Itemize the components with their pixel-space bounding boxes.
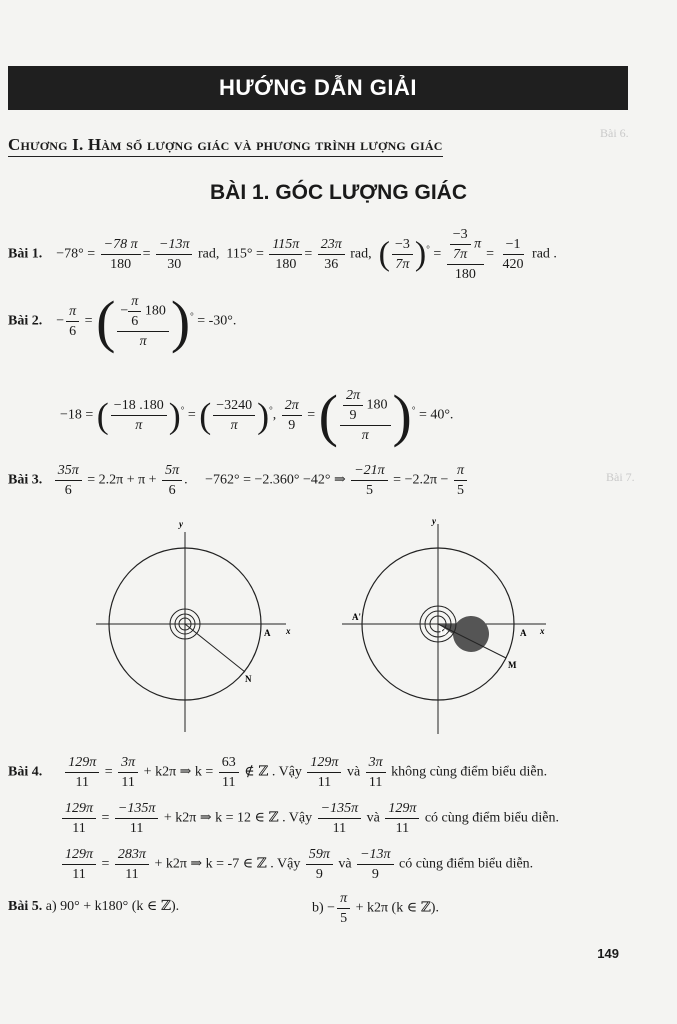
fraction: $\frac{-135\pi}{11}$ (115, 800, 158, 837)
lesson-title: BÀI 1. GÓC LƯỢNG GIÁC (209, 181, 467, 204)
fraction: $\frac{\pi}{6}$ (66, 303, 79, 340)
fraction: $\frac{115\pi}{180}$ (269, 236, 302, 273)
point-label-m: M (508, 660, 517, 670)
exercise-4-row-1: Bài 4. $\frac{129\pi}{11}$ = $\frac{3\pi}{11}$ + k2π ⇒ k = $\frac{63}{11}$ ∉ ℤ . Vậy $\frac{129\pi}{11}$ và $\frac{3\pi}{11}$ không cùng điểm biểu diễn. (8, 755, 548, 790)
fraction: $\frac{\pi}{5}$ (454, 462, 467, 499)
exercise-1: Bài 1. −78° = $\frac{-78 \pi}{180}$ = $\frac{-13\pi}{30}$ rad, 115° = $\frac{115\pi}{180}$ = $\frac{23\pi}{36}$ rad, ( $\frac{-3}{7\pi}$ )° = $\frac{-3}{7\pi}$ π 180 = $\frac{-1}{420}$ rad . (8, 227, 557, 282)
axis-label-x: x (540, 626, 545, 636)
exercise-3: Bài 3. $\frac{35\pi}{6}$ = 2.2π + π + $\frac{5\pi}{6}$ . −762° = −2.360° −42° ⇒ $\frac{-21\pi}{5}$ = −2.2π − $\frac{\pi}{5}$ (8, 462, 469, 499)
fraction: $\frac{129\pi}{11}$ (385, 800, 419, 837)
bleed-through-text: Bài 7. (606, 470, 635, 484)
axis-label-x: x (286, 626, 291, 636)
exercise-4-row-3: $\frac{129\pi}{11}$ = $\frac{283\pi}{11}$ + k2π ⇒ k = -7 ∈ ℤ . Vậy $\frac{59\pi}{9}$ và $\frac{-13\pi}{9}$ có cùng điểm biểu diễn. (60, 846, 533, 883)
fraction: $\frac{-3}{7\pi}$ (392, 236, 413, 273)
banner-title: HƯỚNG DẪN GIẢI (218, 75, 418, 100)
exercise-4-row-2: $\frac{129\pi}{11}$ = $\frac{-135\pi}{11}$ + k2π ⇒ k = 12 ∈ ℤ . Vậy $\frac{-135\pi}{11}$ và $\frac{129\pi}{11}$ có cùng điểm biểu diễn. (60, 800, 559, 837)
fraction: $\frac{283\pi}{11}$ (115, 846, 149, 883)
exercise-label: Bài 4. (8, 764, 43, 780)
exercise-2: Bài 2. − $\frac{\pi}{6}$ = ( − $\frac{\pi}{6}$ 180 π )° = -30°. (8, 289, 237, 354)
bleed-through-text: Bài 6. (600, 126, 629, 140)
exercise-5-part-b: b) − $\frac{\pi}{5}$ + k2π (k ∈ ℤ). (312, 891, 439, 926)
point-label-n: N (245, 674, 252, 684)
fraction: $\frac{59\pi}{9}$ (306, 846, 333, 883)
fraction: $\frac{35\pi}{6}$ (55, 462, 82, 499)
math-text: −78° = (56, 246, 96, 262)
fraction: $\frac{129\pi}{11}$ (62, 800, 96, 837)
fraction: $\frac{-78 \pi}{180}$ (101, 236, 141, 273)
exercise-5-part-a: a) 90° + k180° (k ∈ ℤ). (45, 899, 180, 914)
fraction: $\frac{-21\pi}{5}$ (351, 462, 387, 499)
axis-label-y: y (432, 516, 436, 526)
fraction: $\frac{\pi}{5}$ (337, 890, 350, 927)
fraction: $\frac{-13\pi}{9}$ (357, 846, 393, 883)
fraction: $\frac{2\pi}{9}$ (282, 397, 302, 434)
solutions-banner (8, 66, 628, 110)
fraction: $\frac{3\pi}{11}$ (118, 754, 138, 791)
exercise-label: Bài 5. (8, 899, 43, 914)
exercise-5 (8, 898, 179, 915)
fraction: $\frac{23\pi}{36}$ (318, 236, 345, 273)
fraction: $\frac{-3240}{\pi}$ (213, 397, 255, 434)
page-number: 149 (597, 946, 619, 961)
fraction: $\frac{-3}{7\pi}$ π 180 (447, 226, 484, 283)
exercise-2-line-2: −18 = ( $\frac{-18 .180}{\pi}$ )° = ( $\frac{-3240}{\pi}$ )°, $\frac{2\pi}{9}$ = ( $\frac{2\pi}{9}$ 180 π )° = 40°. (60, 383, 454, 448)
left-circle-figure (96, 519, 291, 732)
unit-circle-figures (90, 512, 570, 740)
axis-label-y: y (179, 519, 183, 529)
fraction: $\frac{-1}{420}$ (502, 237, 524, 272)
fraction: $\frac{-13\pi}{30}$ (156, 236, 192, 273)
origin-label: O (440, 627, 448, 637)
fraction: $\frac{5\pi}{6}$ (162, 462, 182, 499)
exercise-label: Bài 3. (8, 472, 43, 488)
exercise-label: Bài 2. (8, 313, 43, 329)
fraction: $\frac{3\pi}{11}$ (366, 754, 386, 791)
fraction: $\frac{129\pi}{11}$ (65, 754, 99, 791)
fraction: $\frac{-18 .180}{\pi}$ (111, 397, 167, 434)
point-label-a-prime: A' (352, 612, 361, 622)
fraction: $\frac{-135\pi}{11}$ (318, 800, 361, 837)
fraction: $\frac{2\pi}{9}$ 180 π (340, 387, 391, 444)
exercise-label: Bài 1. (8, 246, 43, 262)
fraction: $\frac{63}{11}$ (219, 754, 239, 791)
right-circle-figure (342, 516, 546, 734)
point-label-a: A (264, 628, 271, 638)
fraction: − $\frac{\pi}{6}$ 180 π (117, 293, 168, 350)
terminal-side (185, 624, 245, 672)
fraction: $\frac{129\pi}{11}$ (62, 846, 96, 883)
point-label-a: A (520, 628, 527, 638)
chapter-title: Chương I. Hàm số lượng giác và phương trình lượng giác (8, 135, 443, 157)
fraction: $\frac{129\pi}{11}$ (307, 754, 341, 791)
